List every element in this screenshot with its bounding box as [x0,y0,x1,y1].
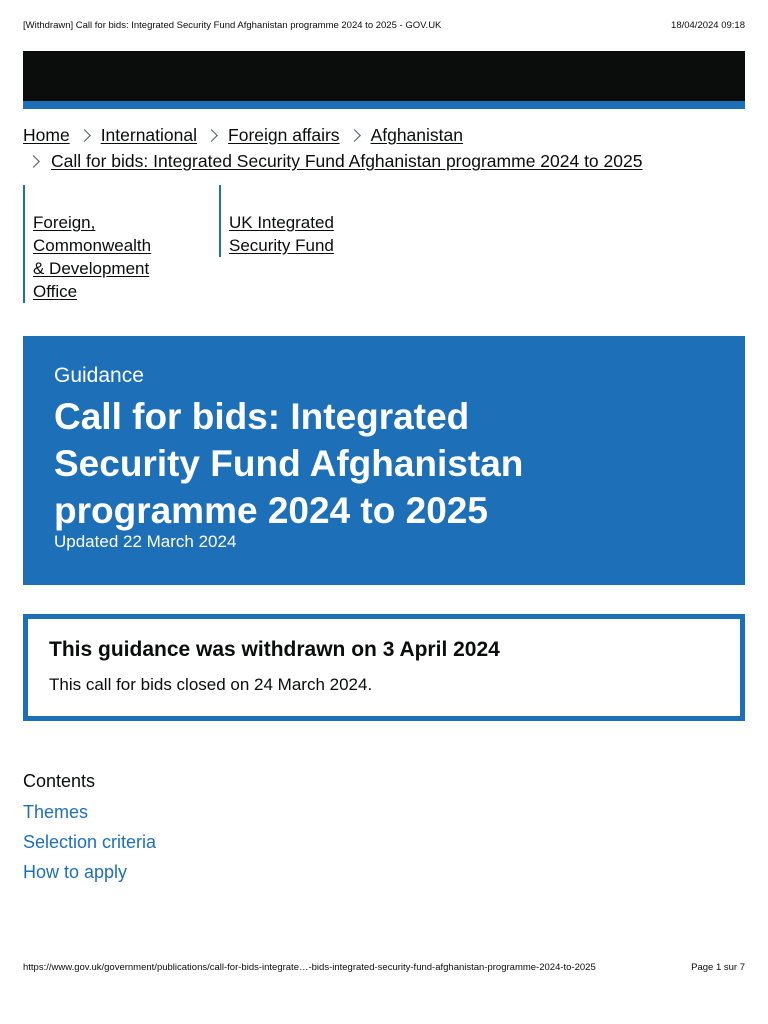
org-name-line: & Development [33,259,150,278]
organisation-logos [23,185,334,303]
print-datetime: 18/04/2024 09:18 [671,20,745,31]
organisation-fcdo [23,185,219,303]
organisation-uk-isf [219,185,334,257]
withdrawn-notice [23,614,745,721]
org-name-line: Commonwealth [33,236,152,255]
organisation-uk-isf-link[interactable] [229,213,334,255]
chevron-right-icon [205,129,218,142]
updated-date: Updated 22 March 2024 [54,532,237,551]
contents-heading: Contents [23,771,96,791]
contents-list [23,770,156,891]
breadcrumb-foreign-affairs[interactable]: Foreign affairs [228,125,340,145]
breadcrumb-home[interactable]: Home [23,125,70,145]
print-page-number: Page 1 sur 7 [691,962,745,973]
govuk-masthead [23,51,745,101]
breadcrumb-row [23,148,745,174]
document-type: Guidance [54,364,144,387]
chevron-right-icon [78,129,91,142]
chevron-right-icon [348,129,361,142]
breadcrumb [23,122,745,174]
org-name-line: Foreign, [33,213,96,232]
withdrawn-notice-title: This guidance was withdrawn on 3 April 2024 [49,638,500,661]
contents-item [23,861,156,884]
print-page-title: [Withdrawn] Call for bids: Integrated Security Fund Afghanistan programme 2024 to 2025 - GOV.UK [23,20,442,31]
contents-link-how-to-apply[interactable]: How to apply [23,862,128,882]
contents-link-selection-criteria[interactable]: Selection criteria [23,832,157,852]
breadcrumb-current-page[interactable]: Call for bids: Integrated Security Fund Afghanistan programme 2024 to 2025 [51,151,643,171]
page-title-line: programme 2024 to 2025 [54,490,488,531]
page-title-line: Security Fund Afghanistan [54,443,524,484]
contents-link-themes[interactable]: Themes [23,802,89,822]
page-title-line: Call for bids: Integrated [54,396,470,437]
org-name-line: Office [33,282,78,301]
breadcrumb-afghanistan[interactable]: Afghanistan [370,125,463,145]
contents-item [23,831,156,854]
breadcrumb-row [23,122,745,148]
org-name-line: UK Integrated [229,213,334,232]
page-header [23,336,745,585]
breadcrumb-international[interactable]: International [100,125,198,145]
organisation-fcdo-link[interactable] [33,213,151,301]
contents-item [23,801,156,824]
chevron-right-icon [27,155,40,168]
print-footer [23,962,745,973]
withdrawn-notice-body: This call for bids closed on 24 March 2024. [49,675,373,694]
print-url: https://www.gov.uk/government/publications/call-for-bids-integrate…-bids-integrated-security-fund-afghanistan-programme-2024-to-2025 [23,962,596,973]
masthead-blue-stripe [23,101,745,109]
print-header [23,20,745,31]
org-name-line: Security Fund [229,236,334,255]
page-title [54,393,715,534]
